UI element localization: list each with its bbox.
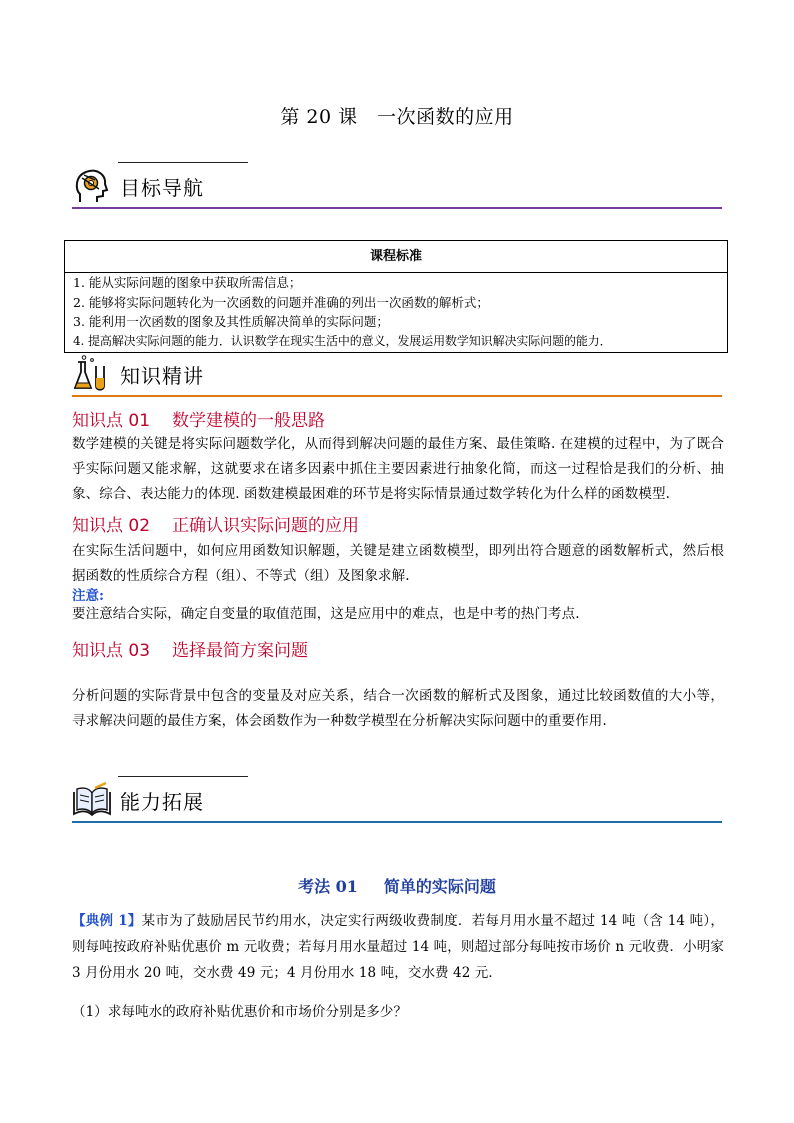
knowledge-point-number: 知识点 03 [72,641,151,661]
example-1-question: （1）求每吨水的政府补贴优惠价和市场价分别是多少？ [72,1004,408,1020]
kaofa-title: 简单的实际问题 [383,877,496,896]
standards-header: 课程标准 [65,241,727,273]
knowledge-point-title: 选择最简方案问题 [172,641,309,661]
knowledge-point-title: 数学建模的一般思路 [172,411,326,431]
standards-row: 3. 能利用一次函数的图象及其性质解决简单的实际问题； [73,314,389,329]
example-tag: 【典例 1】 [72,913,142,929]
knowledge-point-number: 知识点 01 [72,411,151,431]
knowledge-point-03-text: 分析问题的实际背景中包含的变量及对应关系，结合一次函数的解析式及图象，通过比较函数值的大小等，寻求解决问题的最佳方案，体会函数作为一种数学模型在分析解决实际问题中的重要作用. [72,688,724,729]
kaofa-heading [0,874,794,897]
section-knowledge-header [72,350,722,398]
head-gear-icon [72,166,112,206]
page-title: 第 20 课 一次函数的应用 [280,106,514,128]
section-knowledge-label: 知识精讲 [120,364,204,388]
standards-row: 1. 能从实际问题的图象中获取所需信息； [73,275,302,290]
example-1-text [72,908,724,986]
standards-row: 2. 能够将实际问题转化为一次函数的问题并准确的列出一次函数的解析式； [73,294,489,310]
lab-flask-icon [72,354,112,394]
section-ability-label: 能力拓展 [120,790,204,814]
open-book-icon [72,780,112,820]
section-ability-header [72,776,722,824]
example-body: 某市为了鼓励居民节约用水，决定实行两级收费制度．若每月用水量不超过 14 吨（含 14 吨），则每吨按政府补贴优惠价 m 元收费；若每月用水量超过 14 吨，则超过部分每吨按市场价 n 元收费．小明家 3 月份用水 20 吨，交水费 49 元；4 月份用水 18 吨，交水费 42 元． [72,913,724,981]
knowledge-point-02-text: 在实际生活问题中，如何应用函数知识解题，关键是建立函数模型，即列出符合题意的函数解析式，然后根据函数的性质综合方程（组）、不等式（组）及图象求解. [72,543,724,584]
section-goal-label: 目标导航 [120,176,204,200]
section-goal-header [72,162,722,210]
knowledge-point-02-heading [72,511,359,536]
note-text: 要注意结合实际，确定自变量的取值范围，这是应用中的难点，也是中考的热门考点. [72,606,580,622]
knowledge-point-number: 知识点 02 [72,516,151,536]
header-top-line [118,776,248,777]
note-label: 注意: [72,588,104,604]
section-ability-rule [72,821,722,823]
header-top-line [118,162,248,163]
standards-row: 4. 提高解决实际问题的能力．认识数学在现实生活中的意义，发展运用数学知识解决实际问题的能力． [73,333,612,348]
knowledge-point-01-text: 数学建模的关键是将实际问题数学化，从而得到解决问题的最佳方案、最佳策略. 在建模的过程中，为了既合乎实际问题又能求解，这就要求在诸多因素中抓住主要因素进行抽象化简，而这一过程恰是我们的分析、抽象、综合、表达能力的体现. 函数建模最困难的环节是将实际情景通过数学转化为什么样的函数模型. [72,436,724,502]
knowledge-point-title: 正确认识实际问题的应用 [172,516,360,536]
knowledge-point-03-heading [72,636,308,661]
kaofa-number: 考法 01 [298,877,358,896]
section-goal-rule [72,207,722,209]
section-knowledge-rule [72,395,722,397]
course-standards-table [64,240,728,353]
knowledge-point-01-heading [72,406,325,431]
